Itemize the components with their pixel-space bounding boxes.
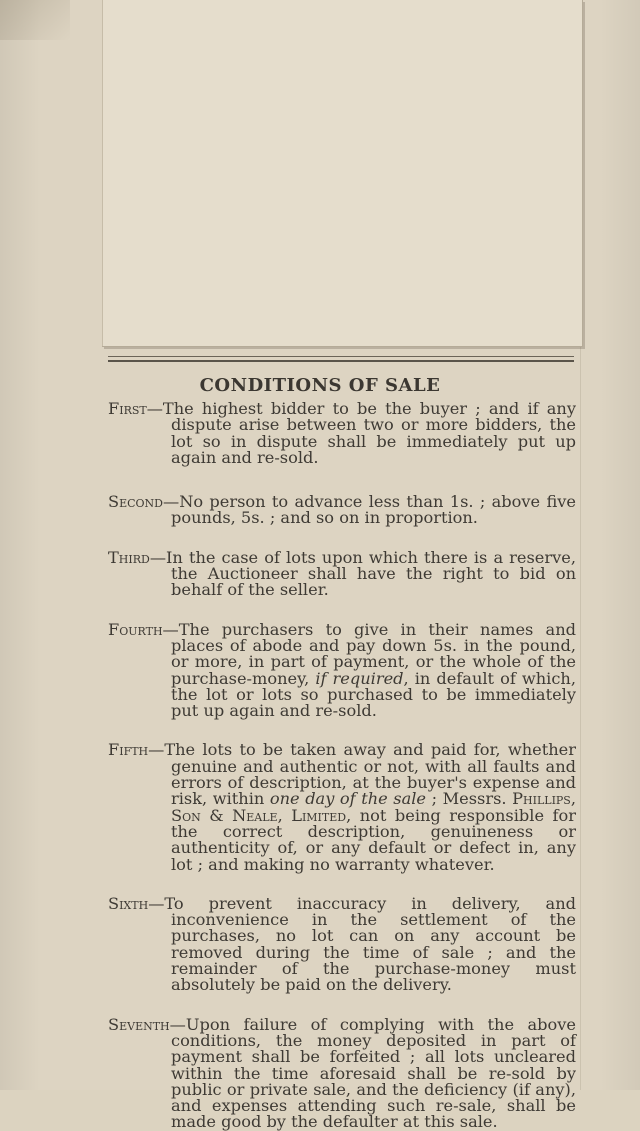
condition-text: The purchasers to give in their names and places of abode and pay down 5s. in the pound, or more, in part of payment, or the whole of the purchase-money, — [171, 619, 576, 688]
condition-ordinal: Sixth — [108, 893, 149, 913]
condition-text: The lots to be taken away and paid for, whether genuine and authentic or not, with all faults and errors of description, at the buyer's expense and risk, within — [164, 740, 576, 809]
conditions-list — [108, 401, 576, 1131]
condition-ordinal: Second — [108, 492, 163, 512]
corner-stain — [0, 0, 70, 40]
condition-ordinal: Seventh — [108, 1014, 170, 1034]
condition-seventh — [108, 1014, 576, 1131]
blank-pasted-sheet — [102, 0, 583, 347]
condition-separator: — — [169, 1014, 186, 1034]
condition-separator: — — [146, 399, 163, 418]
top-rule-thin — [108, 356, 574, 357]
condition-third — [108, 547, 576, 600]
condition-separator: — — [163, 492, 180, 512]
condition-fifth — [108, 742, 576, 872]
condition-second — [108, 494, 576, 527]
condition-italic-text: one day of the sale — [269, 789, 427, 809]
page-title: CONDITIONS OF SALE — [199, 375, 441, 396]
condition-separator: — — [162, 619, 179, 639]
condition-ordinal: Fourth — [108, 619, 163, 639]
condition-text: , in default of which, the lot or lots so purchased to be immediately put up again and re-sold. — [171, 668, 576, 721]
condition-ordinal: Third — [108, 547, 150, 567]
condition-text: ; Messrs. — [426, 789, 513, 809]
condition-italic-text: if required — [315, 668, 404, 688]
condition-ordinal: Fifth — [108, 740, 149, 760]
auctioneer-name: Phillips, Son & Neale, Limited — [171, 789, 576, 825]
condition-text: Upon failure of complying with the above conditions, the money deposited in part of payment shall be forfeited ; all lots uncleared within the time aforesaid shall be re-sold by public or private sale, and the deficiency (if any), and expenses attending such re-sale, shall be made good by the defaulter at this sale. — [171, 1014, 576, 1131]
condition-text: In the case of lots upon which there is a reserve, the Auctioneer shall have the right to bid on behalf of the seller. — [166, 547, 576, 600]
condition-separator: — — [149, 547, 167, 567]
condition-text: , not being responsible for the correct description, genuineness or authenticity of, or any default or defect in, any lot ; and making no warranty whatever. — [171, 805, 576, 874]
condition-ordinal: First — [108, 399, 147, 418]
condition-text: The highest bidder to be the buyer ; and if any dispute arise between two or more bidders, the lot so in dispute shall be immediately put up again and re-sold. — [162, 399, 576, 467]
condition-separator: — — [148, 740, 165, 760]
condition-separator: — — [148, 893, 165, 913]
condition-sixth — [108, 893, 576, 995]
condition-text: To prevent inaccuracy in delivery, and inconvenience in the settlement of the purchases, no lot can on any account be removed during the time of sale ; and the remainder of the purchase-money must absolutely be paid on the delivery. — [164, 893, 576, 995]
top-rule-thick — [108, 360, 574, 362]
condition-text: No person to advance less than 1s. ; above five pounds, 5s. ; and so on in proportion. — [171, 492, 576, 528]
condition-fourth — [108, 619, 576, 721]
condition-first — [108, 401, 576, 466]
sheet-left-edge — [102, 0, 103, 346]
